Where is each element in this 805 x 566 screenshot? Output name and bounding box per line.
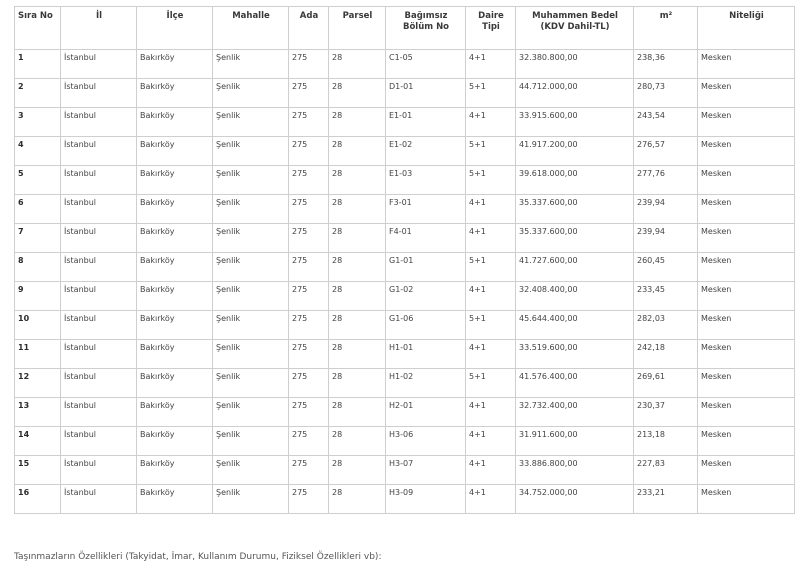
cell-niteligi: Mesken [698, 485, 795, 514]
table-row [15, 195, 795, 224]
cell-muhammen-bedel: 31.911.600,00 [516, 427, 634, 456]
cell-mahalle: Şenlik [213, 224, 289, 253]
cell-sira-no: 12 [15, 369, 61, 398]
cell-il: İstanbul [61, 456, 137, 485]
cell-bagimsiz-bolum-no: D1-01 [386, 79, 466, 108]
cell-muhammen-bedel: 33.519.600,00 [516, 340, 634, 369]
cell-ada: 275 [289, 50, 329, 79]
cell-muhammen-bedel: 39.618.000,00 [516, 166, 634, 195]
cell-bagimsiz-bolum-no: C1-05 [386, 50, 466, 79]
cell-niteligi: Mesken [698, 166, 795, 195]
cell-daire-tipi: 5+1 [466, 253, 516, 282]
cell-bagimsiz-bolum-no: E1-01 [386, 108, 466, 137]
table-row [15, 137, 795, 166]
cell-il: İstanbul [61, 282, 137, 311]
cell-ada: 275 [289, 369, 329, 398]
col-header-muhammen-bedel: Muhammen Bedel (KDV Dahil-TL) [516, 7, 634, 50]
cell-bagimsiz-bolum-no: H3-06 [386, 427, 466, 456]
cell-niteligi: Mesken [698, 253, 795, 282]
cell-muhammen-bedel: 45.644.400,00 [516, 311, 634, 340]
table-row [15, 427, 795, 456]
cell-ada: 275 [289, 253, 329, 282]
cell-muhammen-bedel: 41.576.400,00 [516, 369, 634, 398]
cell-sira-no: 8 [15, 253, 61, 282]
cell-daire-tipi: 4+1 [466, 456, 516, 485]
cell-sira-no: 13 [15, 398, 61, 427]
cell-daire-tipi: 4+1 [466, 398, 516, 427]
cell-mahalle: Şenlik [213, 166, 289, 195]
cell-ilce: Bakırköy [137, 485, 213, 514]
cell-muhammen-bedel: 41.727.600,00 [516, 253, 634, 282]
cell-sira-no: 16 [15, 485, 61, 514]
cell-niteligi: Mesken [698, 427, 795, 456]
table-row [15, 456, 795, 485]
cell-mahalle: Şenlik [213, 50, 289, 79]
cell-m2: 243,54 [634, 108, 698, 137]
col-header-il: İl [61, 7, 137, 50]
cell-bagimsiz-bolum-no: H1-01 [386, 340, 466, 369]
cell-mahalle: Şenlik [213, 340, 289, 369]
table-row [15, 369, 795, 398]
cell-parsel: 28 [329, 137, 386, 166]
cell-ilce: Bakırköy [137, 340, 213, 369]
cell-il: İstanbul [61, 195, 137, 224]
cell-parsel: 28 [329, 195, 386, 224]
properties-footnote: Taşınmazların Özellikleri (Takyidat, İmar, Kullanım Durumu, Fiziksel Özellikleri vb): [14, 552, 382, 562]
cell-m2: 213,18 [634, 427, 698, 456]
cell-bagimsiz-bolum-no: G1-01 [386, 253, 466, 282]
cell-daire-tipi: 4+1 [466, 340, 516, 369]
cell-ilce: Bakırköy [137, 195, 213, 224]
cell-ada: 275 [289, 485, 329, 514]
cell-sira-no: 14 [15, 427, 61, 456]
cell-ilce: Bakırköy [137, 108, 213, 137]
table-row [15, 50, 795, 79]
cell-ilce: Bakırköy [137, 456, 213, 485]
cell-parsel: 28 [329, 50, 386, 79]
cell-sira-no: 9 [15, 282, 61, 311]
cell-bagimsiz-bolum-no: G1-02 [386, 282, 466, 311]
cell-mahalle: Şenlik [213, 108, 289, 137]
table-row [15, 166, 795, 195]
cell-mahalle: Şenlik [213, 79, 289, 108]
cell-muhammen-bedel: 33.915.600,00 [516, 108, 634, 137]
cell-parsel: 28 [329, 79, 386, 108]
col-header-daire-tipi: Daire Tipi [466, 7, 516, 50]
cell-m2: 233,45 [634, 282, 698, 311]
cell-muhammen-bedel: 44.712.000,00 [516, 79, 634, 108]
cell-bagimsiz-bolum-no: E1-02 [386, 137, 466, 166]
cell-sira-no: 7 [15, 224, 61, 253]
cell-daire-tipi: 5+1 [466, 166, 516, 195]
cell-ada: 275 [289, 398, 329, 427]
cell-m2: 239,94 [634, 195, 698, 224]
cell-niteligi: Mesken [698, 369, 795, 398]
col-header-bagimsiz-bolum-no: Bağımsız Bölüm No [386, 7, 466, 50]
cell-parsel: 28 [329, 485, 386, 514]
cell-il: İstanbul [61, 224, 137, 253]
cell-niteligi: Mesken [698, 340, 795, 369]
cell-ada: 275 [289, 108, 329, 137]
cell-parsel: 28 [329, 311, 386, 340]
cell-m2: 239,94 [634, 224, 698, 253]
col-header-m2: m² [634, 7, 698, 50]
cell-niteligi: Mesken [698, 137, 795, 166]
cell-ada: 275 [289, 166, 329, 195]
cell-muhammen-bedel: 32.380.800,00 [516, 50, 634, 79]
cell-muhammen-bedel: 33.886.800,00 [516, 456, 634, 485]
cell-sira-no: 10 [15, 311, 61, 340]
cell-m2: 230,37 [634, 398, 698, 427]
cell-ilce: Bakırköy [137, 369, 213, 398]
cell-mahalle: Şenlik [213, 195, 289, 224]
cell-muhammen-bedel: 41.917.200,00 [516, 137, 634, 166]
cell-m2: 227,83 [634, 456, 698, 485]
cell-mahalle: Şenlik [213, 137, 289, 166]
cell-parsel: 28 [329, 224, 386, 253]
cell-mahalle: Şenlik [213, 369, 289, 398]
cell-parsel: 28 [329, 282, 386, 311]
cell-ilce: Bakırköy [137, 427, 213, 456]
cell-daire-tipi: 5+1 [466, 311, 516, 340]
cell-bagimsiz-bolum-no: F3-01 [386, 195, 466, 224]
cell-daire-tipi: 5+1 [466, 369, 516, 398]
cell-niteligi: Mesken [698, 195, 795, 224]
cell-mahalle: Şenlik [213, 456, 289, 485]
cell-il: İstanbul [61, 79, 137, 108]
cell-daire-tipi: 4+1 [466, 485, 516, 514]
cell-ada: 275 [289, 340, 329, 369]
cell-parsel: 28 [329, 427, 386, 456]
cell-parsel: 28 [329, 166, 386, 195]
cell-ada: 275 [289, 79, 329, 108]
cell-muhammen-bedel: 32.408.400,00 [516, 282, 634, 311]
cell-sira-no: 3 [15, 108, 61, 137]
cell-parsel: 28 [329, 456, 386, 485]
header-row [15, 7, 795, 50]
cell-il: İstanbul [61, 108, 137, 137]
cell-daire-tipi: 4+1 [466, 427, 516, 456]
cell-m2: 238,36 [634, 50, 698, 79]
cell-niteligi: Mesken [698, 311, 795, 340]
cell-parsel: 28 [329, 108, 386, 137]
col-header-mahalle: Mahalle [213, 7, 289, 50]
cell-ilce: Bakırköy [137, 311, 213, 340]
cell-il: İstanbul [61, 427, 137, 456]
cell-ilce: Bakırköy [137, 50, 213, 79]
cell-ada: 275 [289, 137, 329, 166]
cell-daire-tipi: 4+1 [466, 282, 516, 311]
cell-muhammen-bedel: 35.337.600,00 [516, 195, 634, 224]
cell-parsel: 28 [329, 340, 386, 369]
cell-ilce: Bakırköy [137, 137, 213, 166]
cell-muhammen-bedel: 32.732.400,00 [516, 398, 634, 427]
col-header-sira-no: Sıra No [15, 7, 61, 50]
cell-mahalle: Şenlik [213, 311, 289, 340]
cell-il: İstanbul [61, 369, 137, 398]
cell-il: İstanbul [61, 340, 137, 369]
cell-niteligi: Mesken [698, 282, 795, 311]
col-header-ada: Ada [289, 7, 329, 50]
cell-m2: 233,21 [634, 485, 698, 514]
cell-mahalle: Şenlik [213, 282, 289, 311]
cell-ilce: Bakırköy [137, 166, 213, 195]
cell-mahalle: Şenlik [213, 427, 289, 456]
table-row [15, 485, 795, 514]
cell-ilce: Bakırköy [137, 79, 213, 108]
cell-parsel: 28 [329, 398, 386, 427]
cell-ada: 275 [289, 224, 329, 253]
table-row [15, 79, 795, 108]
cell-niteligi: Mesken [698, 108, 795, 137]
cell-m2: 277,76 [634, 166, 698, 195]
cell-ada: 275 [289, 195, 329, 224]
cell-bagimsiz-bolum-no: H1-02 [386, 369, 466, 398]
cell-il: İstanbul [61, 137, 137, 166]
cell-m2: 269,61 [634, 369, 698, 398]
table-row [15, 282, 795, 311]
cell-parsel: 28 [329, 253, 386, 282]
table-row [15, 340, 795, 369]
cell-ilce: Bakırköy [137, 282, 213, 311]
cell-ada: 275 [289, 311, 329, 340]
cell-ilce: Bakırköy [137, 398, 213, 427]
table-body [15, 50, 795, 514]
cell-mahalle: Şenlik [213, 398, 289, 427]
col-header-parsel: Parsel [329, 7, 386, 50]
cell-bagimsiz-bolum-no: H3-09 [386, 485, 466, 514]
cell-niteligi: Mesken [698, 224, 795, 253]
cell-daire-tipi: 4+1 [466, 50, 516, 79]
cell-il: İstanbul [61, 398, 137, 427]
cell-sira-no: 15 [15, 456, 61, 485]
cell-il: İstanbul [61, 311, 137, 340]
cell-sira-no: 4 [15, 137, 61, 166]
cell-il: İstanbul [61, 50, 137, 79]
cell-sira-no: 5 [15, 166, 61, 195]
cell-bagimsiz-bolum-no: E1-03 [386, 166, 466, 195]
table-row [15, 253, 795, 282]
cell-ada: 275 [289, 282, 329, 311]
col-header-niteligi: Niteliği [698, 7, 795, 50]
cell-daire-tipi: 4+1 [466, 224, 516, 253]
cell-niteligi: Mesken [698, 79, 795, 108]
cell-m2: 280,73 [634, 79, 698, 108]
cell-bagimsiz-bolum-no: H3-07 [386, 456, 466, 485]
cell-niteligi: Mesken [698, 398, 795, 427]
cell-mahalle: Şenlik [213, 485, 289, 514]
cell-niteligi: Mesken [698, 50, 795, 79]
cell-m2: 276,57 [634, 137, 698, 166]
table-row [15, 398, 795, 427]
cell-sira-no: 2 [15, 79, 61, 108]
cell-muhammen-bedel: 34.752.000,00 [516, 485, 634, 514]
cell-ilce: Bakırköy [137, 224, 213, 253]
table-row [15, 108, 795, 137]
table-row [15, 311, 795, 340]
cell-daire-tipi: 5+1 [466, 137, 516, 166]
cell-m2: 242,18 [634, 340, 698, 369]
col-header-ilce: İlçe [137, 7, 213, 50]
cell-m2: 282,03 [634, 311, 698, 340]
cell-muhammen-bedel: 35.337.600,00 [516, 224, 634, 253]
cell-bagimsiz-bolum-no: F4-01 [386, 224, 466, 253]
cell-parsel: 28 [329, 369, 386, 398]
cell-sira-no: 1 [15, 50, 61, 79]
cell-mahalle: Şenlik [213, 253, 289, 282]
cell-daire-tipi: 4+1 [466, 195, 516, 224]
cell-daire-tipi: 5+1 [466, 79, 516, 108]
cell-il: İstanbul [61, 253, 137, 282]
cell-il: İstanbul [61, 166, 137, 195]
cell-ilce: Bakırköy [137, 253, 213, 282]
property-table [14, 6, 795, 514]
cell-sira-no: 11 [15, 340, 61, 369]
cell-m2: 260,45 [634, 253, 698, 282]
cell-bagimsiz-bolum-no: H2-01 [386, 398, 466, 427]
table-row [15, 224, 795, 253]
cell-il: İstanbul [61, 485, 137, 514]
cell-ada: 275 [289, 427, 329, 456]
cell-bagimsiz-bolum-no: G1-06 [386, 311, 466, 340]
cell-niteligi: Mesken [698, 456, 795, 485]
cell-daire-tipi: 4+1 [466, 108, 516, 137]
cell-ada: 275 [289, 456, 329, 485]
cell-sira-no: 6 [15, 195, 61, 224]
